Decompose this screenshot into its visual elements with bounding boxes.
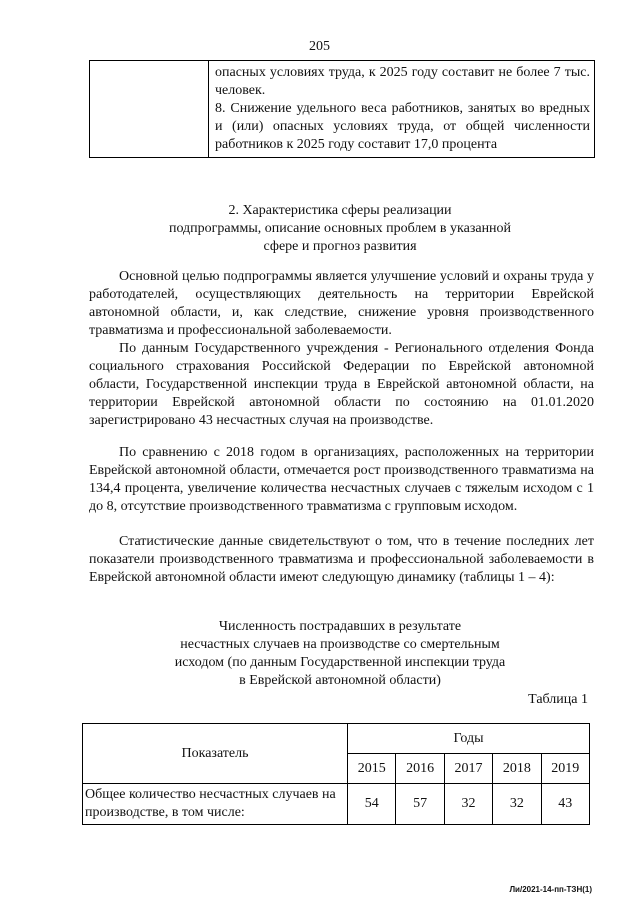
- header-years: Годы: [348, 724, 590, 754]
- paragraph-block-3: [89, 444, 594, 516]
- year-header: 2015: [348, 754, 396, 784]
- continuation-right-cell: [209, 61, 595, 158]
- paragraph: Статистические данные свидетельствуют о том, что в течение последних лет показатели производственного травматизма и профессиональной заболеваемости в Еврейской автономной области имеют следующую динамику (таблицы 1 – 4):: [89, 534, 594, 585]
- section-title-line: подпрограммы, описание основных проблем в указанной: [168, 221, 512, 236]
- section-title: [150, 202, 530, 256]
- section-title-line: 2. Характеристика сферы реализации: [228, 203, 452, 218]
- paragraph-block-1: [89, 268, 594, 340]
- table-title-line: исходом (по данным Государственной инспекции труда: [174, 655, 506, 670]
- paragraph: По сравнению с 2018 годом в организациях, расположенных на территории Еврейской автономной области, отмечается рост производственного травматизма на 134,4 процента, увеличение количества несчастных случаев с тяжелым исходом с 1 до 8, отсутствие производственного травматизма с групповым исходом.: [89, 445, 594, 514]
- paragraph: Основной целью подпрограммы является улучшение условий и охраны труда у работодателей, осуществляющих деятельность на территории Еврейской автономной области, и, как следствие, снижение уровня производственного травматизма и профессиональной заболеваемости.: [89, 269, 594, 338]
- section-title-line: сфере и прогноз развития: [263, 239, 417, 254]
- data-table: [82, 723, 590, 825]
- row-indicator: Общее количество несчастных случаев на производстве, в том числе:: [83, 784, 348, 825]
- header-indicator: Показатель: [83, 724, 348, 784]
- paragraph-block-4: [89, 533, 594, 587]
- table-label: Таблица 1: [528, 692, 588, 707]
- continuation-line: 8. Снижение удельного веса работников, занятых во вредных и (или) опасных условиях труда, от общей численности работников к 2025 году составит 17,0 процента: [215, 101, 590, 152]
- page-number: 205: [309, 39, 330, 54]
- row-value: 54: [348, 784, 396, 825]
- continuation-left-cell: [90, 61, 209, 158]
- table-title-line: Численность пострадавших в результате: [218, 619, 462, 634]
- row-value: 43: [541, 784, 589, 825]
- footer-code: Ли/2021-14-пп-ТЗН(1): [509, 885, 592, 894]
- paragraph: По данным Государственного учреждения - Регионального отделения Фонда социального страхования Российской Федерации по Еврейской автономной области, Государственной инспекции труда в Еврейской автономной области, на территории Еврейской автономной области по состоянию на 01.01.2020 зарегистрировано 43 несчастных случая на производстве.: [89, 341, 594, 428]
- table-title-line: в Еврейской автономной области): [239, 673, 441, 688]
- year-header: 2016: [396, 754, 444, 784]
- year-header: 2019: [541, 754, 589, 784]
- row-value: 57: [396, 784, 444, 825]
- row-value: 32: [444, 784, 492, 825]
- continuation-table: [89, 60, 595, 158]
- year-header: 2017: [444, 754, 492, 784]
- continuation-line: опасных условиях труда, к 2025 году составит не более 7 тыс. человек.: [215, 65, 590, 98]
- table-title: [150, 618, 530, 690]
- table-title-line: несчастных случаев на производстве со смертельным: [180, 637, 500, 652]
- table-row: [83, 784, 590, 825]
- row-value: 32: [493, 784, 541, 825]
- year-header: 2018: [493, 754, 541, 784]
- paragraph-block-2: [89, 340, 594, 430]
